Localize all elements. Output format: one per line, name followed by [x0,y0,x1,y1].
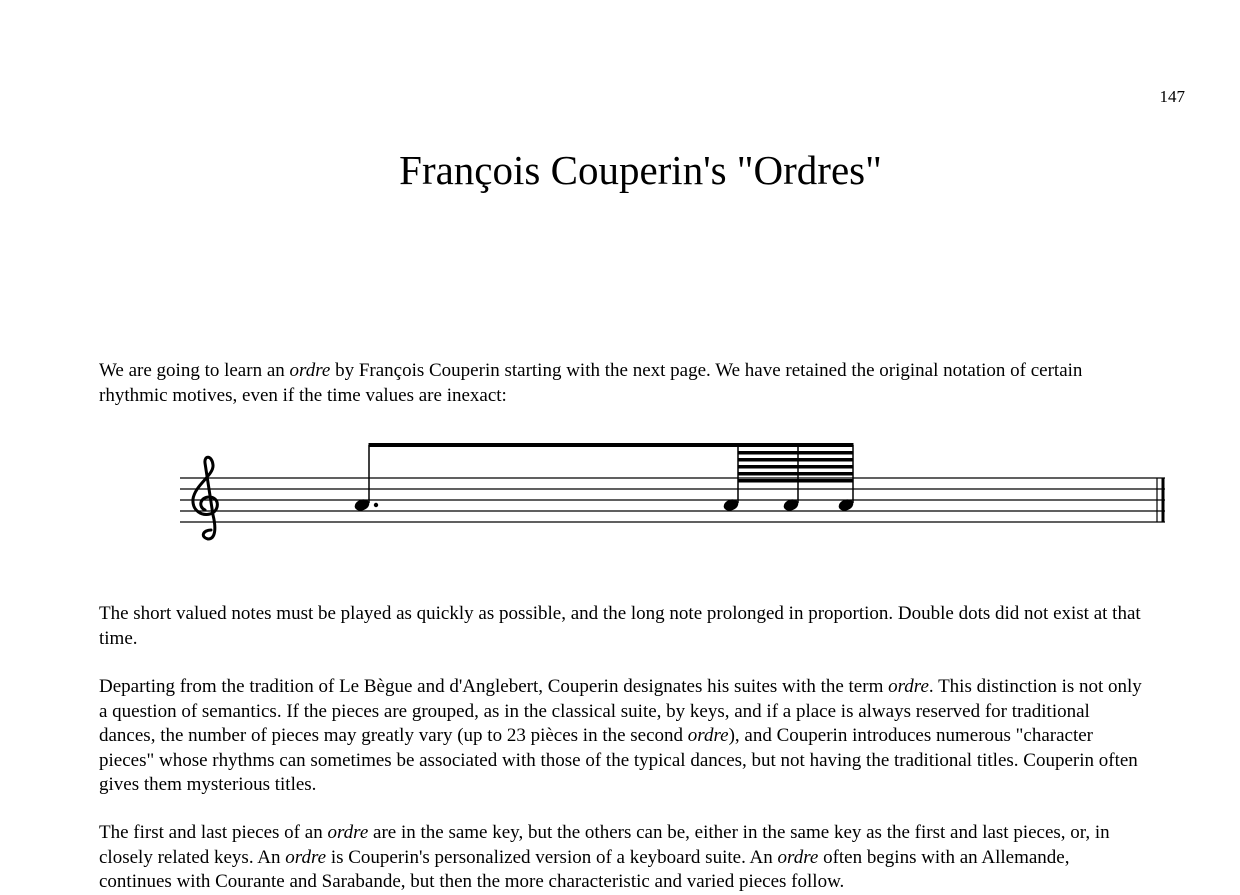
italic-term: ordre [327,822,369,843]
text-run: ), and Couperin introduces numerous "character pieces" whose rhythms can sometimes be associated with those of the typical dances, but not having the traditional titles. Couperin often gives them mysterious titles. [99,725,1138,795]
dotted-eighth-note [353,445,378,513]
page-number: 147 [1159,87,1185,106]
sixty-fourth-note-1 [722,445,740,513]
staff-lines [180,478,1165,522]
text-run: are in the same key, but the others can be, either in the same key as the first and last pieces, or, in closely related keys. An [99,822,1110,868]
text-run: Departing from the tradition of Le Bègue and d'Anglebert, Couperin designates his suites with the term [99,676,889,697]
text-run: The first and last pieces of an [99,822,328,843]
text-run: The short valued notes must be played as quickly as possible, and the long note prolonged in proportion. Double dots did not exist at that time. [99,603,1141,649]
sixty-fourth-note-3 [837,445,855,513]
italic-term: ordre [285,846,327,868]
text-run: often begins with an Allemande, continues with Courante and Sarabande, but then the more characteristic and varied pieces follow. [99,846,1070,892]
italic-term: ordre [687,725,729,746]
page-title: François Couperin's "Ordres" [399,147,882,193]
italic-term: ordre [777,846,819,868]
music-notation-example [180,435,1180,545]
italic-term: ordre [289,360,331,381]
text-run: is Couperin's personalized version of a keyboard suite. An [326,846,778,868]
note-beams [369,443,854,483]
ordre-description-paragraph [99,675,1144,798]
sixty-fourth-note-2 [782,445,800,513]
text-run: . This distinction is not only a question of semantics. If the pieces are grouped, as in the classical suite, by keys, and if a place is always reserved for traditional dances, the number of pieces may greatly vary (up to 23 pièces in the second [99,676,1142,746]
notation-explanation-paragraph [99,602,1144,651]
intro-paragraph [99,359,1144,408]
text-run: by François Couperin starting with the next page. We have retained the original notation of certain rhythmic motives, even if the time values are inexact: [99,360,1083,406]
text-run: We are going to learn an [99,360,290,381]
italic-term: ordre [888,676,929,697]
ordre-structure-paragraph [99,821,1144,895]
treble-clef-icon [193,457,217,539]
